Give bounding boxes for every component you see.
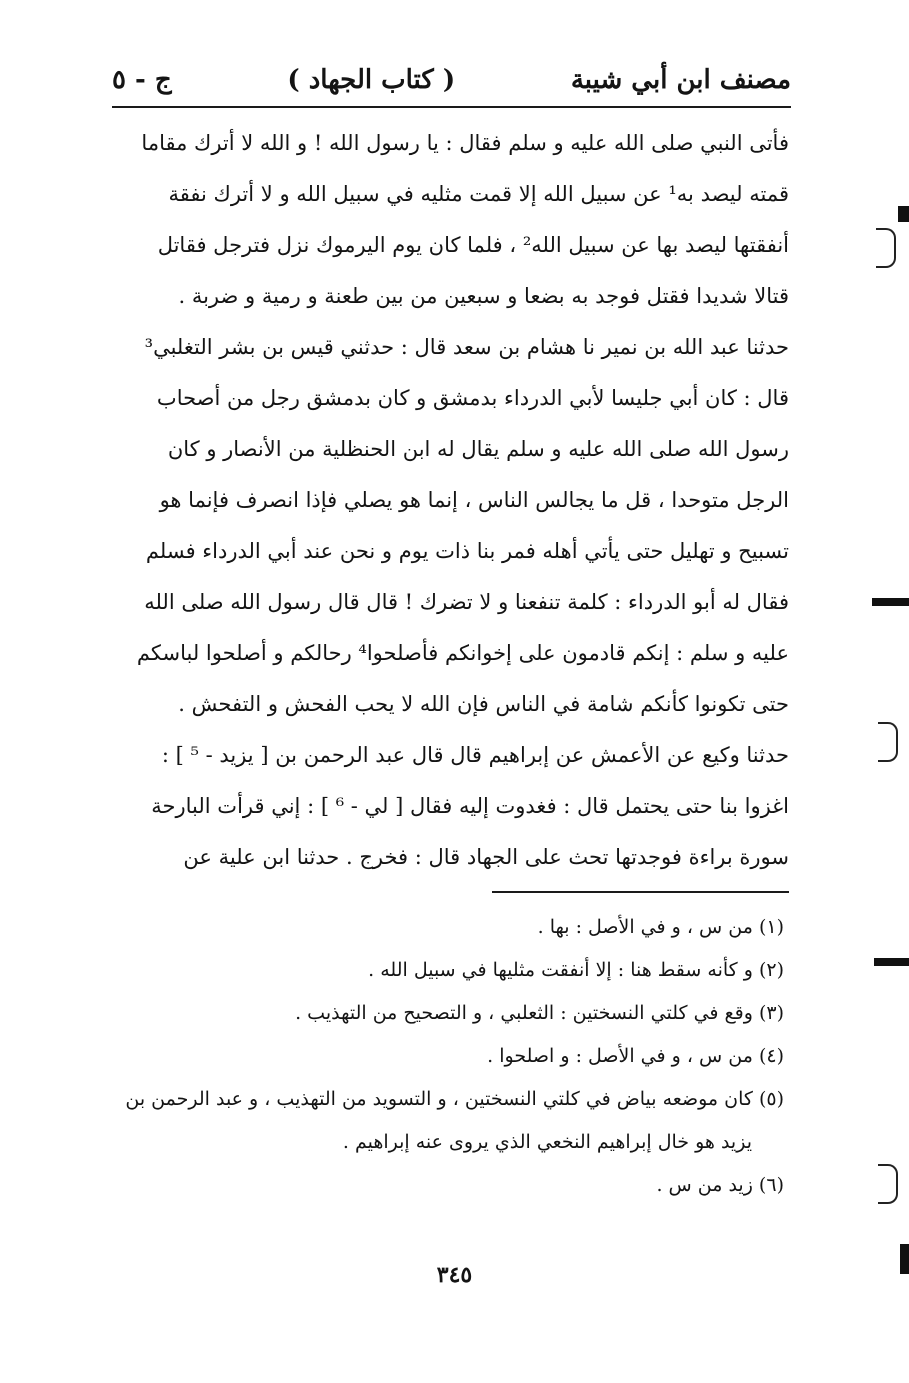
scan-mark <box>900 1244 909 1274</box>
footnote: (٣) وقع في كلتي النسختين : الثعلبي ، و التصحيح من التهذيب . <box>295 1002 784 1024</box>
text-line: قال : كان أبي جليسا لأبي الدرداء بدمشق و كان بدمشق رجل من أصحاب <box>156 386 789 410</box>
footnote-rule <box>492 891 789 893</box>
margin-bracket <box>876 228 896 268</box>
text-line: حدثنا عبد الله بن نمير نا هشام بن سعد قال : حدثني قيس بن بشر التغلبي³ <box>144 335 789 359</box>
footnote: (٤) من س ، و في الأصل : و اصلحوا . <box>487 1045 784 1067</box>
page-number: ٣٤٥ <box>436 1262 473 1288</box>
running-header <box>112 58 791 102</box>
section-title: ( كتاب الجهاد ) <box>287 65 456 95</box>
text-line: فقال له أبو الدرداء : كلمة تنفعنا و لا تضرك ! قال قال رسول الله صلى الله <box>144 590 789 614</box>
text-line: أنفقتها ليصد بها عن سبيل الله² ، فلما كان يوم اليرموك نزل فترجل فقاتل <box>157 233 789 257</box>
text-line: اغزوا بنا حتى يحتمل قال : فغدوت إليه فقال [ لي - ⁶ ] : إني قرأت البارحة <box>151 794 789 818</box>
scan-mark <box>874 958 909 966</box>
footnote: (٥) كان موضعه بياض في كلتي النسختين ، و التسويد من التهذيب ، و عبد الرحمن بن <box>125 1088 784 1110</box>
text-line: عليه و سلم : إنكم قادمون على إخوانكم فأصلحوا⁴ رحالكم و أصلحوا لباسكم <box>136 641 789 665</box>
margin-bracket <box>878 722 898 762</box>
scan-mark <box>898 206 909 222</box>
text-line: فأتى النبي صلى الله عليه و سلم فقال : يا رسول الله ! و الله لا أترك مقاما <box>141 131 789 155</box>
text-line: تسبيح و تهليل حتى يأتي أهله فمر بنا ذات يوم و نحن عند أبي الدرداء فسلم <box>145 539 789 563</box>
header-rule <box>112 106 791 108</box>
volume-label: ج - ٥ <box>112 65 172 95</box>
text-line: قتالا شديدا فقتل فوجد به بضعا و سبعين من بين طعنة و رمية و ضربة . <box>178 284 789 308</box>
text-line: الرجل متوحدا ، قل ما يجالس الناس ، إنما هو يصلي فإذا انصرف فإنما هو <box>159 488 789 512</box>
footnote: (٦) زيد من س . <box>656 1174 784 1196</box>
text-line: قمته ليصد به¹ عن سبيل الله إلا قمت مثليه في سبيل الله و لا أترك نفقة <box>168 182 789 206</box>
book-title: مصنف ابن أبي شيبة <box>570 65 791 95</box>
footnote: (١) من س ، و في الأصل : بها . <box>537 916 784 938</box>
scan-mark <box>872 598 909 606</box>
margin-bracket <box>878 1164 898 1204</box>
footnote: (٢) و كأنه سقط هنا : إلا أنفقت مثليها في سبيل الله . <box>368 959 784 981</box>
main-text <box>108 118 789 883</box>
text-line: رسول الله صلى الله عليه و سلم يقال له ابن الحنظلية من الأنصار و كان <box>167 437 789 461</box>
text-line: حتى تكونوا كأنكم شامة في الناس فإن الله لا يحب الفحش و التفحش . <box>178 692 789 716</box>
text-line: سورة براءة فوجدتها تحث على الجهاد قال : فخرج . حدثنا ابن علية عن <box>183 845 789 869</box>
footnote-continuation: يزيد هو خال إبراهيم النخعي الذي يروى عنه إبراهيم . <box>342 1131 752 1153</box>
footnotes <box>108 906 784 1207</box>
text-line: حدثنا وكيع عن الأعمش عن إبراهيم قال قال عبد الرحمن بن [ يزيد - ⁵ ] : <box>161 743 789 767</box>
